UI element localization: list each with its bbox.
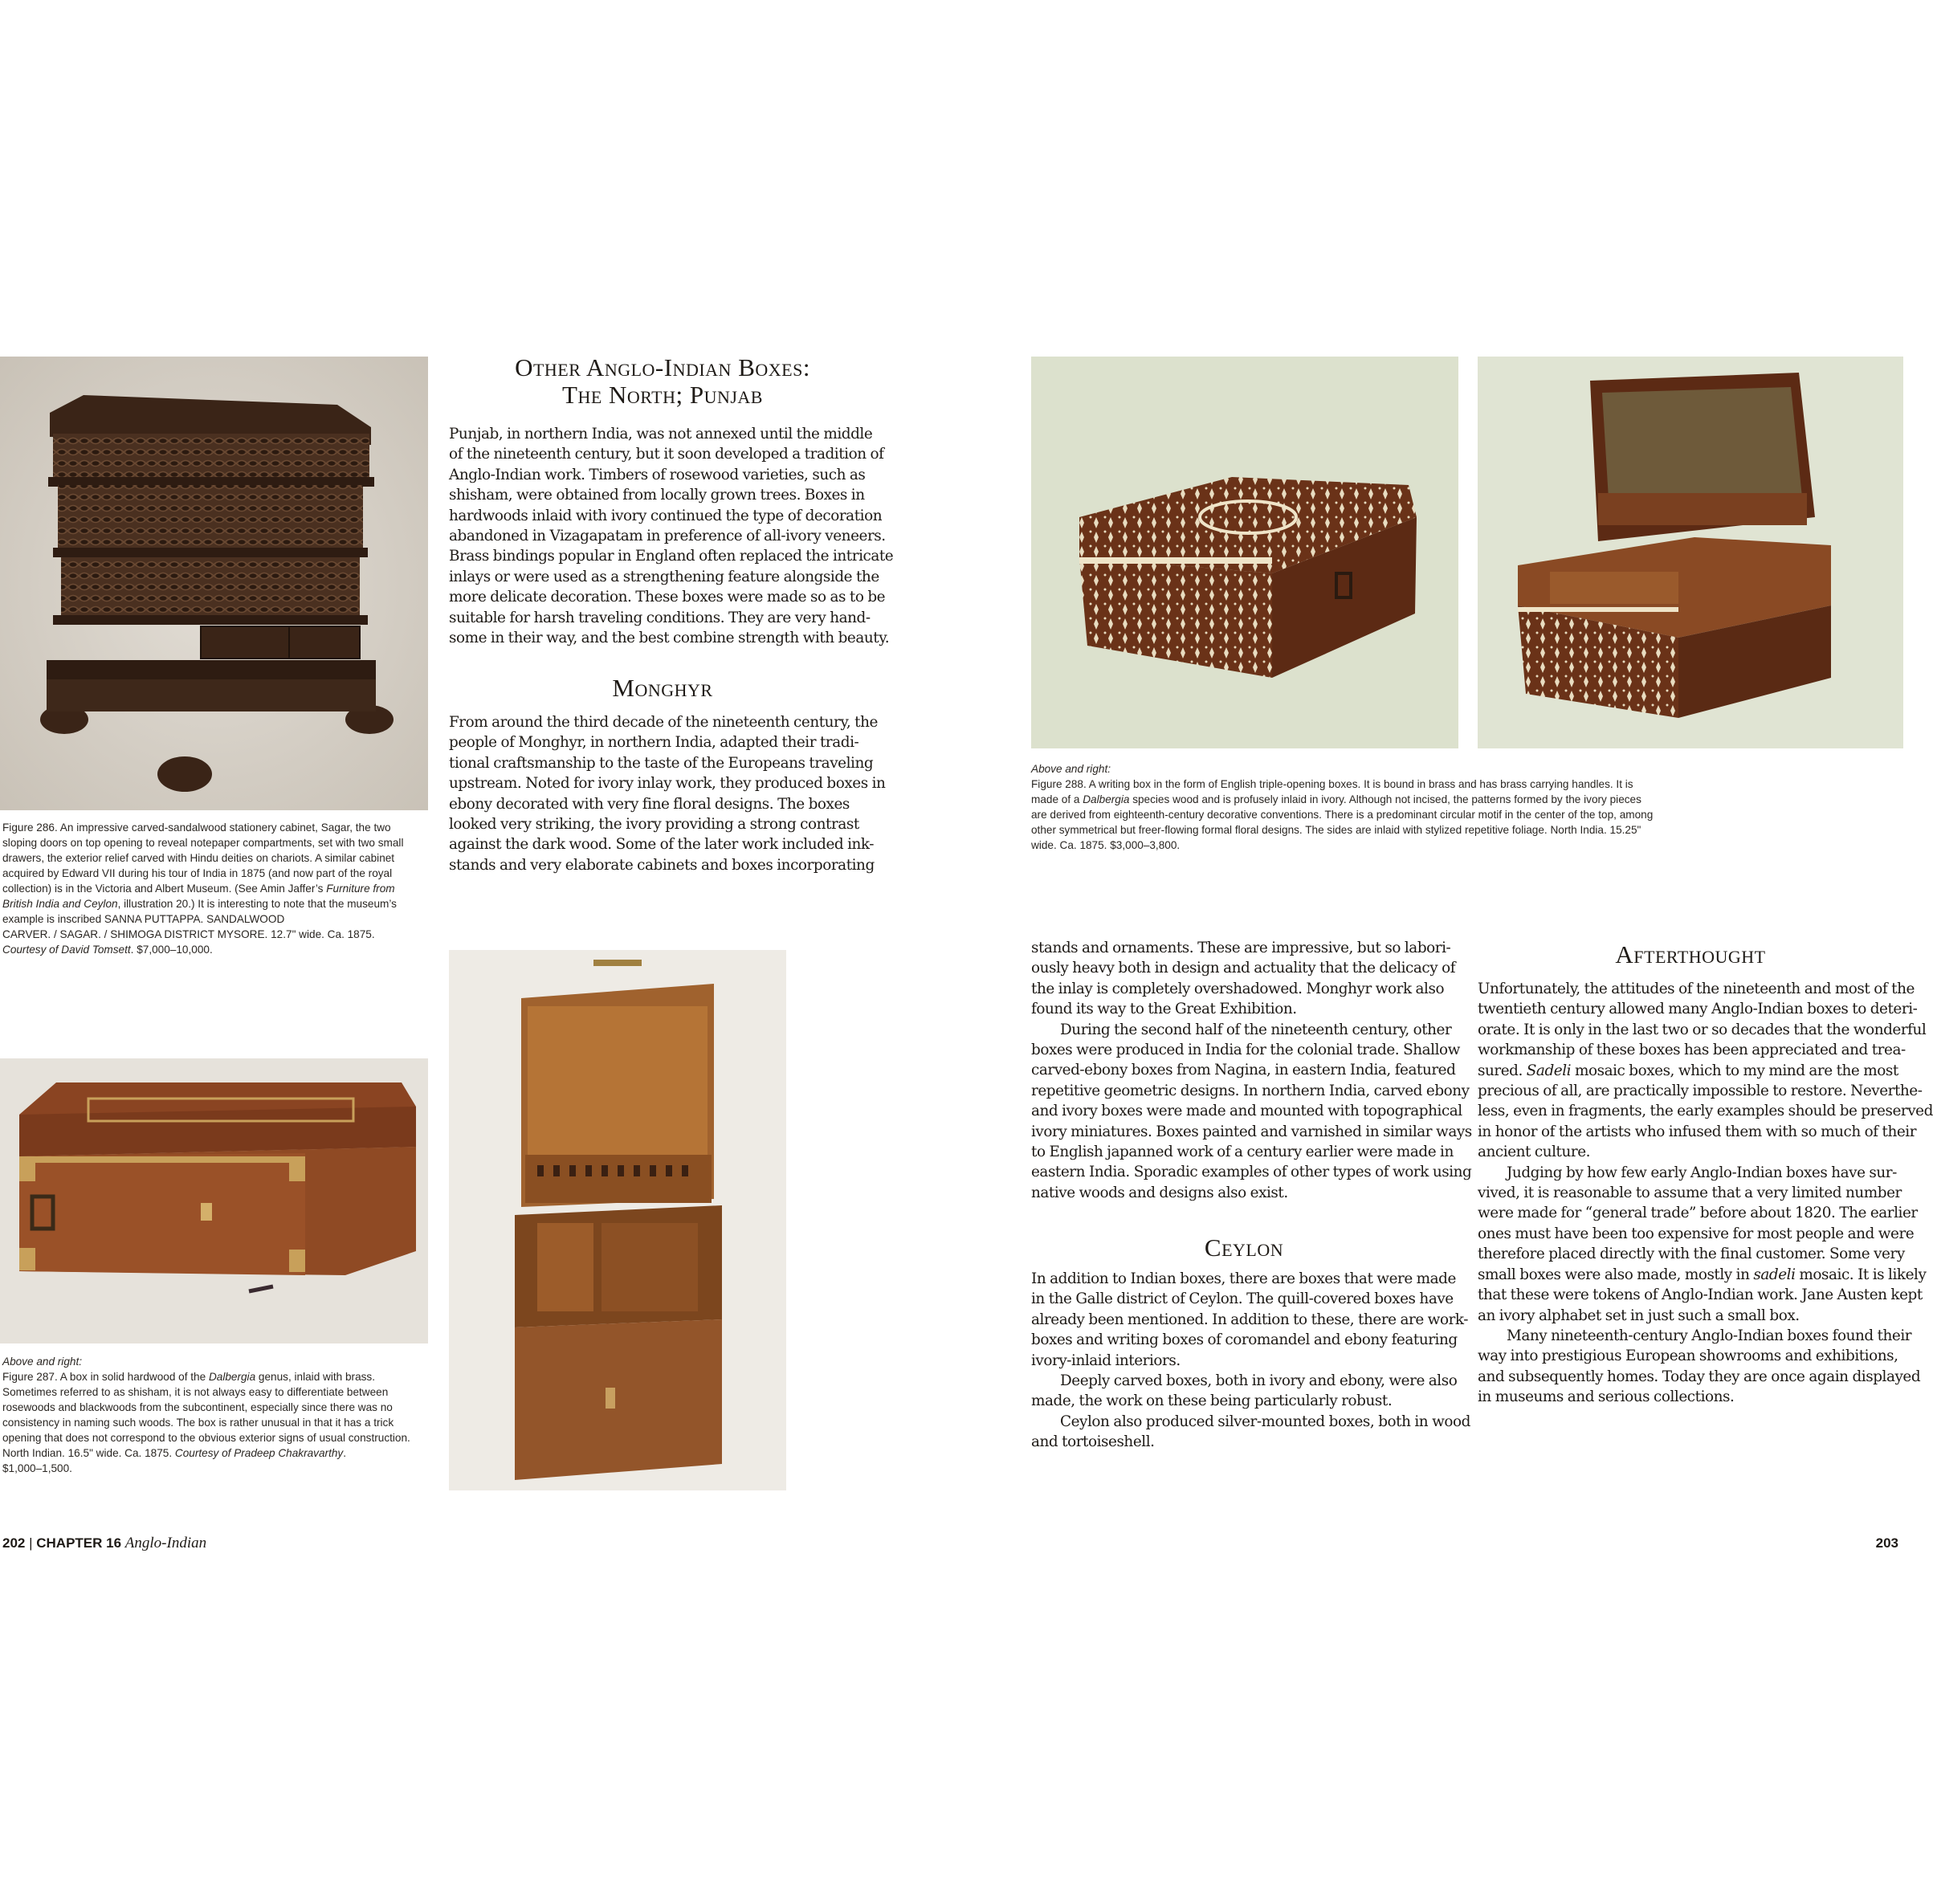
text-line: vived, it is reasonable to assume that a very limited number — [1478, 1184, 1902, 1202]
body-text-punjab — [449, 424, 894, 648]
text-line: Deeply carved boxes, both in ivory and ebony, were also — [1060, 1372, 1458, 1390]
text-line: repetitive geometric designs. In northern India, carved ebony — [1031, 1082, 1470, 1099]
text-line: twentieth century allowed many Anglo-Indian boxes to deteri- — [1478, 1001, 1918, 1018]
caption-line: CARVER. / SAGAR. / SHIMOGA DISTRICT MYSORE. 12.7" wide. Ca. 1875. — [2, 928, 375, 940]
caption-line: are derived from eighteenth-century decorative conventions. There is a predominant circular motif in the center of the top, among — [1031, 809, 1654, 821]
caption-line: Figure 287. A box in solid hardwood of the Dalbergia genus, inlaid with brass. — [2, 1371, 375, 1383]
text-line: eastern India. Sporadic examples of other types of work using — [1031, 1164, 1472, 1181]
caption-line: drawers, the exterior relief carved with Hindu deities on chariots. A similar cabinet — [2, 852, 395, 864]
body-text-monghyr-continued — [1031, 938, 1472, 1203]
photo-ivory-inlaid-writing-box-open — [1478, 357, 1903, 748]
text-line: carved-ebony boxes from Nagina, in eastern India, featured — [1031, 1062, 1456, 1079]
body-text-ceylon — [1031, 1269, 1470, 1453]
text-line: Judging by how few early Anglo-Indian boxes have sur- — [1507, 1164, 1897, 1181]
text-line: sured. Sadeli mosaic boxes, which to my mind are the most — [1478, 1062, 1898, 1079]
text-line: workmanship of these boxes has been appreciated and trea- — [1478, 1042, 1906, 1059]
caption-line: acquired by Edward VII during his tour of India in 1875 (and now part of the royal — [2, 867, 393, 879]
figure-287-caption — [2, 1354, 432, 1476]
text-line: precious of all, are practically impossible to restore. Neverthe- — [1478, 1082, 1923, 1100]
caption-line: Figure 286. An impressive carved-sandalwood stationery cabinet, Sagar, the two — [2, 822, 391, 834]
caption-line: $1,000–1,500. — [2, 1462, 72, 1474]
chapter-label: CHAPTER 16 — [36, 1535, 122, 1551]
text-line: and subsequently homes. Today they are once again displayed — [1478, 1368, 1921, 1385]
text-line: an ivory alphabet set in just such a small box. — [1478, 1307, 1800, 1324]
running-footer-left — [2, 1535, 206, 1552]
caption-line: wide. Ca. 1875. $3,000–3,800. — [1031, 839, 1181, 851]
text-line: stands and very elaborate cabinets and boxes incorporating — [449, 856, 875, 874]
text-line: boxes were produced in India for the colonial trade. Shallow — [1031, 1042, 1460, 1059]
figure-288-caption — [1031, 761, 1682, 853]
caption-line: opening that does not correspond to the obvious exterior signs of usual construction. — [2, 1432, 410, 1444]
caption-line: Above and right: — [1031, 763, 1111, 775]
text-line: ously heavy both in design and actuality that the delicacy of — [1031, 960, 1456, 977]
text-line: and tortoiseshell. — [1031, 1433, 1155, 1451]
text-line: native woods and designs also exist. — [1031, 1184, 1288, 1201]
text-line: Brass bindings popular in England often replaced the intricate — [449, 548, 894, 565]
text-line: hardwoods inlaid with ivory continued the type of decoration — [449, 507, 883, 524]
caption-line: other symmetrical but freer-flowing formal floral designs. The sides are inlaid with stylized repetitive foliage. North India. 15.25" — [1031, 824, 1641, 836]
text-line: less, even in fragments, the early examples should be preserved — [1478, 1103, 1933, 1120]
caption-line: rosewoods and blackwoods from the subcontinent, especially since there was no — [2, 1401, 393, 1413]
text-line: In addition to Indian boxes, there are boxes that were made — [1031, 1270, 1456, 1287]
body-text-afterthought — [1478, 979, 1933, 1408]
section-heading-ceylon: Ceylon — [1204, 1233, 1284, 1262]
caption-line: Above and right: — [2, 1356, 82, 1368]
photo-ivory-inlaid-writing-box-closed — [1031, 357, 1458, 748]
text-line: therefore placed directly with the final customer. Some very — [1478, 1246, 1905, 1263]
text-line: ivory miniatures. Boxes painted and varnished in similar ways — [1031, 1123, 1472, 1140]
text-line: some in their way, and the best combine strength with beauty. — [449, 630, 890, 647]
text-line: small boxes were also made, mostly in sadeli mosaic. It is likely — [1478, 1266, 1927, 1283]
text-line: ones must have been too expensive for most people and were — [1478, 1225, 1915, 1242]
section-heading-monghyr: Monghyr — [612, 674, 713, 702]
text-line: and ivory boxes were made and mounted with topographical — [1031, 1103, 1462, 1120]
heading-line: The North; Punjab — [562, 381, 763, 409]
text-line: made, the work on these being particularly robust. — [1031, 1392, 1393, 1410]
photo-open-box-interior — [449, 950, 786, 1490]
text-line: upstream. Noted for ivory inlay work, they produced boxes in — [449, 775, 886, 793]
text-line: Anglo-Indian work. Timbers of rosewood varieties, such as — [449, 466, 866, 483]
text-line: more delicate decoration. These boxes were made so as to be — [449, 589, 886, 606]
text-line: Punjab, in northern India, was not annexed until the middle — [449, 426, 873, 442]
text-line: that these were tokens of Anglo-Indian work. Jane Austen kept — [1478, 1286, 1923, 1304]
caption-line: consistency in naming such woods. The box is rather unusual in that it has a trick — [2, 1417, 394, 1429]
caption-line: made of a Dalbergia species wood and is profusely inlaid in ivory. Although not incised, the patterns formed by the ivory pieces — [1031, 793, 1641, 805]
text-line: tional craftsmanship to the taste of the Europeans traveling — [449, 754, 874, 772]
text-line: way into prestigious European showrooms and exhibitions, — [1478, 1347, 1898, 1365]
text-line: Unfortunately, the attitudes of the nineteenth and most of the — [1478, 981, 1915, 997]
text-line: suitable for harsh traveling conditions. They are very hand- — [449, 609, 871, 626]
photo-brass-bound-hardwood-box — [0, 1058, 428, 1343]
caption-line: Courtesy of David Tomsett. $7,000–10,000. — [2, 944, 213, 956]
photo-carved-sandalwood-cabinet — [0, 357, 428, 810]
text-line: already been mentioned. In addition to these, there are work- — [1031, 1311, 1469, 1328]
caption-line: British India and Ceylon, illustration 20.) It is interesting to note that the museum’s — [2, 898, 397, 910]
text-line: against the dark wood. Some of the later work included ink- — [449, 836, 875, 854]
page-number-right: 203 — [1875, 1535, 1898, 1551]
heading-line: Other Anglo-Indian Boxes: — [515, 353, 810, 381]
chapter-subject: Anglo-Indian — [124, 1535, 207, 1551]
text-line: were made for “general trade” before about 1820. The earlier — [1478, 1205, 1918, 1222]
caption-line: collection) is in the Victoria and Albert Museum. (See Amin Jaffer’s Furniture from — [2, 883, 395, 895]
caption-line: example is inscribed SANNA PUTTAPPA. SANDALWOOD — [2, 913, 285, 925]
text-line: ivory-inlaid interiors. — [1031, 1352, 1181, 1369]
text-line: found its way to the Great Exhibition. — [1031, 1001, 1297, 1018]
text-line: From around the third decade of the nineteenth century, the — [449, 714, 878, 731]
text-line: ancient culture. — [1478, 1144, 1591, 1161]
text-line: inlays or were used as a strengthening feature alongside the — [449, 568, 879, 585]
text-line: During the second half of the nineteenth century, other — [1060, 1021, 1452, 1038]
section-heading-afterthought: Afterthought — [1615, 940, 1766, 968]
text-line: ebony decorated with very fine floral designs. The boxes — [449, 795, 850, 813]
section-heading-north-punjab — [450, 354, 875, 409]
body-text-monghyr — [449, 712, 886, 875]
caption-line: Sometimes referred to as shisham, it is not always easy to differentiate between — [2, 1386, 389, 1398]
text-line: orate. It is only in the last two or so decades that the wonderful — [1478, 1021, 1927, 1038]
text-line: abandoned in Vizagapatam in preference of all-ivory veneers. — [449, 528, 886, 545]
text-line: Many nineteenth-century Anglo-Indian boxes found their — [1507, 1327, 1912, 1344]
text-line: of the nineteenth century, but it soon developed a tradition of — [449, 446, 884, 463]
text-line: Ceylon also produced silver-mounted boxes, both in wood — [1060, 1413, 1470, 1430]
text-line: to English japanned work of a century earlier were made in — [1031, 1144, 1454, 1161]
text-line: boxes and writing boxes of coromandel and ebony featuring — [1031, 1331, 1458, 1349]
text-line: in museums and serious collections. — [1478, 1388, 1735, 1406]
caption-line: North Indian. 16.5" wide. Ca. 1875. Courtesy of Pradeep Chakravarthy. — [2, 1447, 346, 1459]
caption-line: Figure 288. A writing box in the form of English triple-opening boxes. It is bound in brass and has brass carrying handles. It is — [1031, 778, 1633, 790]
text-line: in honor of the artists who infused them with so much of their — [1478, 1123, 1917, 1140]
text-line: shisham, were obtained from locally grown trees. Boxes in — [449, 487, 865, 504]
text-line: looked very striking, the ivory providing a strong contrast — [449, 816, 859, 834]
figure-286-caption — [2, 820, 420, 957]
text-line: people of Monghyr, in northern India, adapted their tradi- — [449, 734, 859, 752]
caption-line: sloping doors on top opening to reveal notepaper compartments, set with two small — [2, 837, 404, 849]
text-line: in the Galle district of Ceylon. The quill-covered boxes have — [1031, 1290, 1454, 1308]
footer-separator: | — [25, 1535, 37, 1551]
text-line: the inlay is completely overshadowed. Monghyr work also — [1031, 980, 1445, 997]
page-number-left: 202 — [2, 1535, 26, 1551]
text-line: stands and ornaments. These are impressive, but so labori- — [1031, 940, 1451, 956]
